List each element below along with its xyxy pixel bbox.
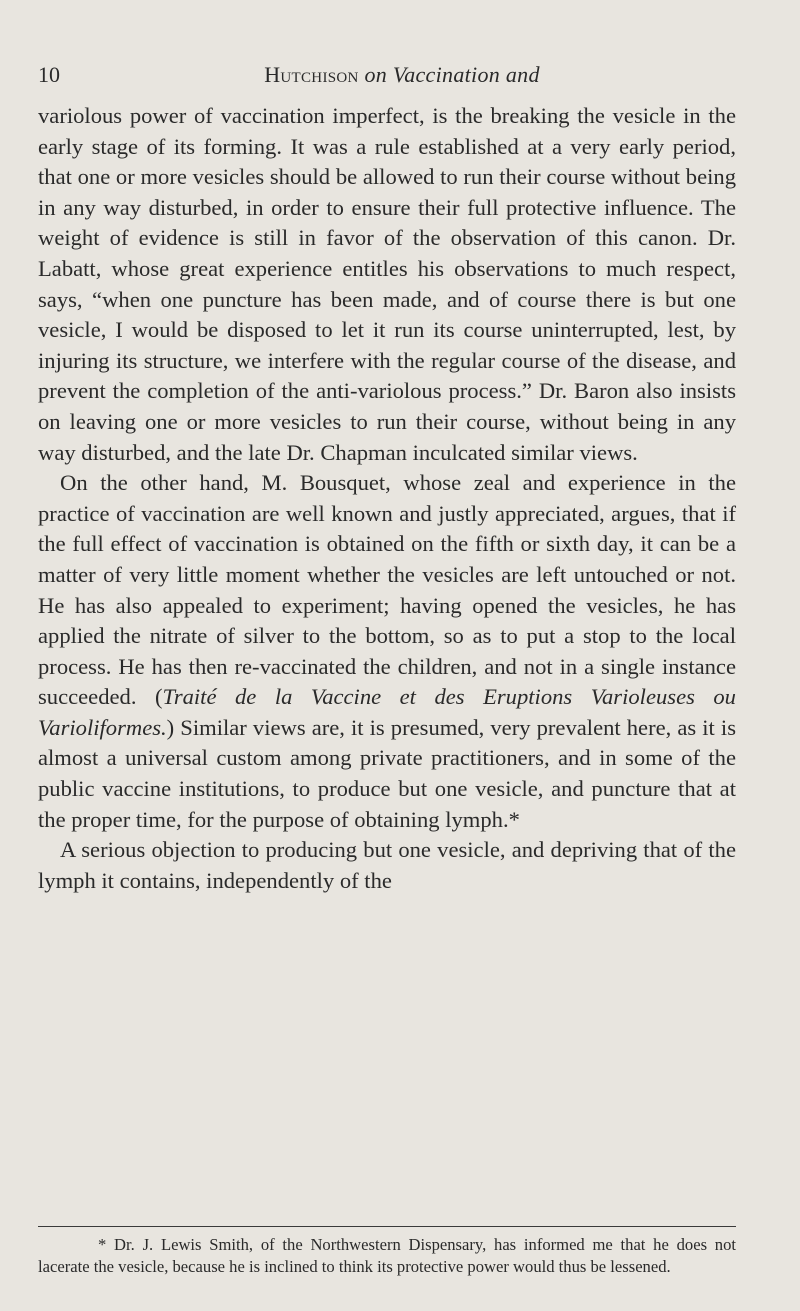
running-head-author: Hutchison <box>264 62 359 87</box>
body-text <box>38 101 736 896</box>
footnote <box>38 1234 736 1278</box>
running-head <box>38 62 766 88</box>
footnote-text: * Dr. J. Lewis Smith, of the Northwestern Dispensary, has informed me that he does not lacerate the vesicle, because he is inclined to think its protective power would thus be lessened. <box>38 1235 736 1276</box>
running-head-title: Vaccination and <box>392 62 540 87</box>
page-header <box>38 58 766 90</box>
citation: Traité de la Vaccine et des Eruptions Varioleuses ou Varioliformes. <box>38 684 736 740</box>
footnote-divider <box>38 1226 736 1227</box>
paragraph-2-part-b: ) Similar views are, it is presumed, very prevalent here, as it is almost a universal custom among private practitioners, and in some of the public vaccine institutions, to produce but one vesicle, and puncture that at the proper time, for the purpose of obtaining lymph.* <box>38 714 736 832</box>
page-number: 10 <box>38 62 60 87</box>
paragraph-3: A serious objection to producing but one vesicle, and depriving that of the lymph it contains, independently of the <box>38 837 736 893</box>
paragraph-2 <box>38 468 736 835</box>
paragraph-2-part-a: On the other hand, M. Bousquet, whose zeal and experience in the practice of vaccination are well known and justly appreciated, argues, that if the full effect of vaccination is obtained on the fifth or sixth day, it can be a matter of very little moment whether the vesicles are left untouched or not. He has also appealed to experiment; having opened the vesicles, he has applied the nitrate of silver to the bottom, so as to put a stop to the local process. He has then re-vaccinated the children, and not in a single instance succeeded. ( <box>38 470 736 710</box>
paragraph-1: variolous power of vaccination imperfect, is the breaking the vesicle in the early stage of its forming. It was a rule established at a very early period, that one or more vesicles should be allowed to run their course without being in any way disturbed, in order to ensure their full protective influence. The weight of evidence is still in favor of the observation of this canon. Dr. Labatt, whose great experience entitles his observations to much respect, says, “when one puncture has been made, and of course there is but one vesicle, I would be disposed to let it run its course uninterrupted, lest, by injuring its structure, we interfere with the regular course of the disease, and prevent the completion of the anti-variolous process.” Dr. Baron also insists on leaving one or more vesicles to run their course, without being in any way disturbed, and the late Dr. Chapman inculcated similar views. <box>38 103 736 465</box>
running-head-connector: on <box>364 62 388 87</box>
